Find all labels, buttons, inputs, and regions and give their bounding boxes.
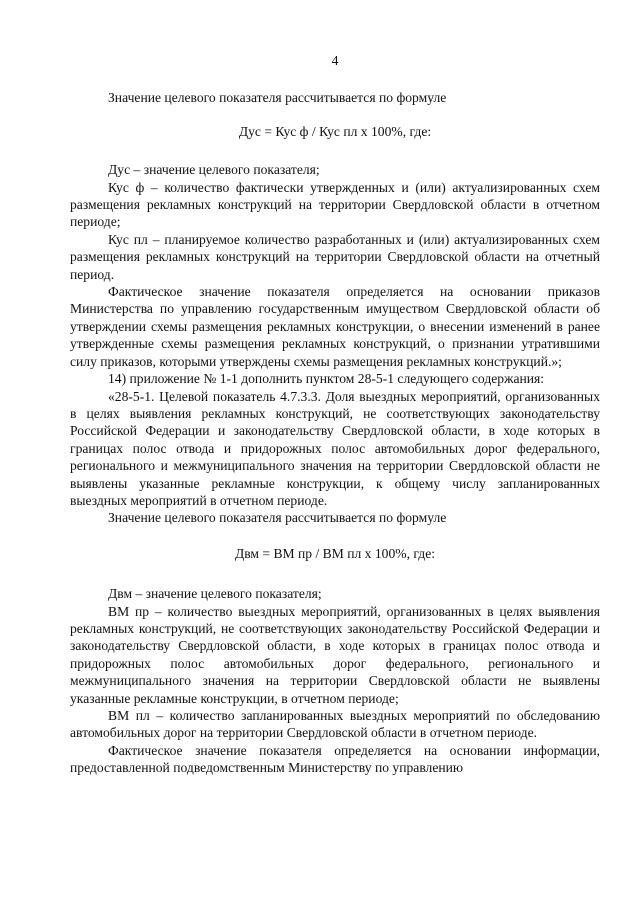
fact-value-paragraph-2: Фактическое значение показателя определяется на основании информации, предоставленной подведомственным Министерству по управлению	[70, 742, 600, 776]
definition-kus-f: Кус ф – количество фактически утвержденных и (или) актуализированных схем размещения рекламных конструкций на территории Свердловской области в отчетном периоде;	[70, 179, 600, 230]
definition-dus: Дус – значение целевого показателя;	[108, 162, 320, 178]
definition-vm-pr: ВМ пр – количество выездных мероприятий, организованных в целях выявления рекламных конструкций, не соответствующих законодательству Российской Федерации и законодательству Свердловской области, в ходе которых в границах полос отвода и придорожных полос автомобильных дорог федерального, регионального и межмуниципального значения на территории Свердловской области не выявлены указанные рекламные конструкции, в отчетном периоде;	[70, 603, 600, 706]
fact-value-paragraph-1: Фактическое значение показателя определяется на основании приказов Министерства по управлению государственным имуществом Свердловской области об утверждении схемы размещения рекламных конструкции, о внесении изменений в ранее утвержденные схемы размещения рекламных конструкций, о признании утратившими силу приказов, которыми утверждены схемы размещения рекламных конструкций.»;	[70, 284, 600, 369]
formula-1: Дус = Кус ф / Кус пл х 100%, где:	[238, 123, 432, 139]
definition-kus-pl: Кус пл – планируемое количество разработанных и (или) актуализированных схем размещения рекламных конструкций на территории Свердловской области на отчетный период.	[70, 231, 600, 282]
formula-2: Двм = ВМ пр / ВМ пл х 100%, где:	[234, 545, 436, 561]
formula-intro-1: Значение целевого показателя рассчитывается по формуле	[108, 90, 447, 106]
formula-intro-2: Значение целевого показателя рассчитывается по формуле	[108, 510, 447, 526]
page-number: 4	[331, 53, 339, 68]
point-28-5-1-paragraph: «28-5-1. Целевой показатель 4.7.3.3. Доля выездных мероприятий, организованных в целях выявления рекламных конструкций, не соответствующих законодательству Российской Федерации и законодательству Свердловской области, в ходе которых в границах полос отвода и придорожных полос автомобильных дорог федерального, регионального и межмуниципального значения на территории Свердловской области не выявлены указанные рекламные конструкции, к общему числу запланированных выездных мероприятий в отчетном периоде.	[70, 388, 600, 508]
item-14-paragraph: 14) приложение № 1-1 дополнить пунктом 28-5-1 следующего содержания:	[108, 371, 545, 387]
document-page	[70, 52, 600, 777]
definition-dvm: Двм – значение целевого показателя;	[108, 586, 322, 602]
definition-vm-pl: ВМ пл – количество запланированных выездных мероприятий по обследованию автомобильных дорог на территории Свердловской области в отчетном периоде.	[70, 708, 600, 741]
